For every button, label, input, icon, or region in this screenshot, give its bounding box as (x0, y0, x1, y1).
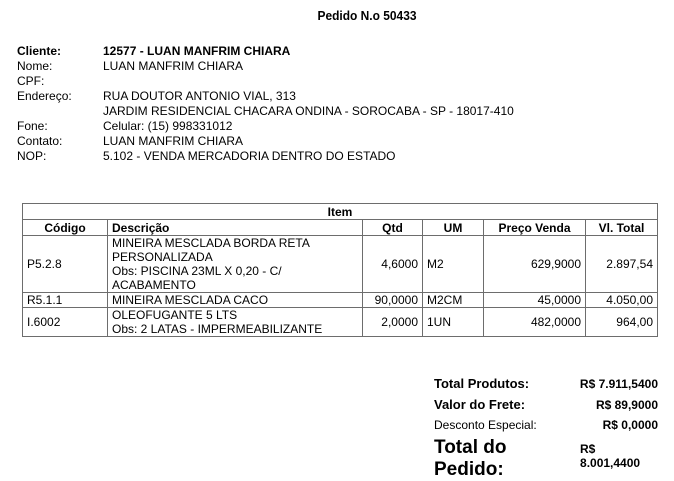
desc-line: MINEIRA MESCLADA CACO (112, 293, 269, 307)
desconto-especial-value: R$ 0,0000 (602, 418, 658, 432)
cell-descricao (108, 308, 363, 337)
cell-preco-venda: 629,9000 (484, 236, 586, 293)
cell-codigo: I.6002 (23, 308, 108, 337)
client-value: 12577 - LUAN MANFRIM CHIARA (103, 44, 291, 58)
phone-row (17, 119, 514, 134)
cpf-label: CPF: (17, 74, 45, 88)
address-line-1: RUA DOUTOR ANTONIO VIAL, 313 (103, 89, 296, 103)
col-preco-venda: Preço Venda (484, 220, 586, 236)
cell-vl-total: 4.050,00 (586, 293, 658, 308)
cell-um: M2 (423, 236, 484, 293)
items-table (22, 203, 658, 337)
contact-value: LUAN MANFRIM CHIARA (103, 134, 244, 148)
cell-vl-total: 964,00 (586, 308, 658, 337)
cell-vl-total: 2.897,54 (586, 236, 658, 293)
cell-preco-venda: 45,0000 (484, 293, 586, 308)
cell-descricao (108, 236, 363, 293)
desc-obs-line: Obs: PISCINA 23ML X 0,20 - C/ (112, 264, 282, 278)
phone-value: Celular: (15) 998331012 (103, 119, 233, 133)
address-line-2: JARDIM RESIDENCIAL CHACARA ONDINA - SOROCABA - SP - 18017-410 (103, 104, 514, 118)
total-produtos-value: R$ 7.911,5400 (579, 377, 658, 391)
valor-frete-label: Valor do Frete: (434, 397, 526, 412)
cell-preco-venda: 482,0000 (484, 308, 586, 337)
total-produtos-row (434, 376, 658, 397)
address-label: Endereço: (17, 89, 72, 103)
col-descricao: Descrição (108, 220, 363, 236)
items-group-header-row (23, 204, 658, 220)
name-label: Nome: (17, 59, 53, 73)
cell-qtd: 90,0000 (363, 293, 423, 308)
total-pedido-value: R$ 8.001,4400 (580, 442, 641, 470)
desc-line: OLEOFUGANTE 5 LTS (112, 308, 238, 322)
nop-label: NOP: (17, 149, 47, 163)
valor-frete-row (434, 397, 658, 418)
desconto-especial-label: Desconto Especial: (434, 418, 537, 432)
order-title: Pedido N.o 50433 (317, 8, 417, 23)
client-label: Cliente: (17, 44, 62, 58)
total-produtos-label: Total Produtos: (434, 376, 530, 391)
nop-row (17, 149, 514, 164)
cell-codigo: R5.1.1 (23, 293, 108, 308)
cell-descricao (108, 293, 363, 308)
desc-obs-line: Obs: 2 LATAS - IMPERMEABILIZANTE (112, 322, 323, 336)
desc-line: MINEIRA MESCLADA BORDA RETA (112, 236, 310, 250)
table-row (23, 308, 658, 337)
valor-frete-value: R$ 89,9000 (595, 398, 658, 412)
table-row (23, 236, 658, 293)
contact-row (17, 134, 514, 149)
total-pedido-label: Total do Pedido: (434, 437, 507, 480)
cell-qtd: 2,0000 (363, 308, 423, 337)
address-row (17, 89, 514, 104)
cell-codigo: P5.2.8 (23, 236, 108, 293)
nop-value: 5.102 - VENDA MERCADORIA DENTRO DO ESTADO (103, 149, 396, 163)
items-column-header-row (23, 220, 658, 236)
address-row-2 (17, 104, 514, 119)
cell-qtd: 4,6000 (363, 236, 423, 293)
desc-obs-line: ACABAMENTO (112, 278, 196, 292)
client-row (17, 44, 514, 59)
table-row (23, 293, 658, 308)
name-row (17, 59, 514, 74)
desc-line: PERSONALIZADA (112, 250, 213, 264)
totals-block (434, 376, 658, 480)
phone-label: Fone: (17, 119, 48, 133)
desconto-especial-row (434, 418, 658, 437)
name-value: LUAN MANFRIM CHIARA (103, 59, 244, 73)
col-qtd: Qtd (363, 220, 423, 236)
cpf-row (17, 74, 514, 89)
col-um: UM (423, 220, 484, 236)
col-codigo: Código (23, 220, 108, 236)
total-pedido-row (434, 437, 658, 480)
cell-um: 1UN (423, 308, 484, 337)
cell-um: M2CM (423, 293, 484, 308)
client-info (17, 44, 514, 164)
address-label-blank (17, 104, 103, 119)
col-vl-total: Vl. Total (586, 220, 658, 236)
items-group-header: Item (23, 204, 658, 220)
contact-label: Contato: (17, 134, 63, 148)
